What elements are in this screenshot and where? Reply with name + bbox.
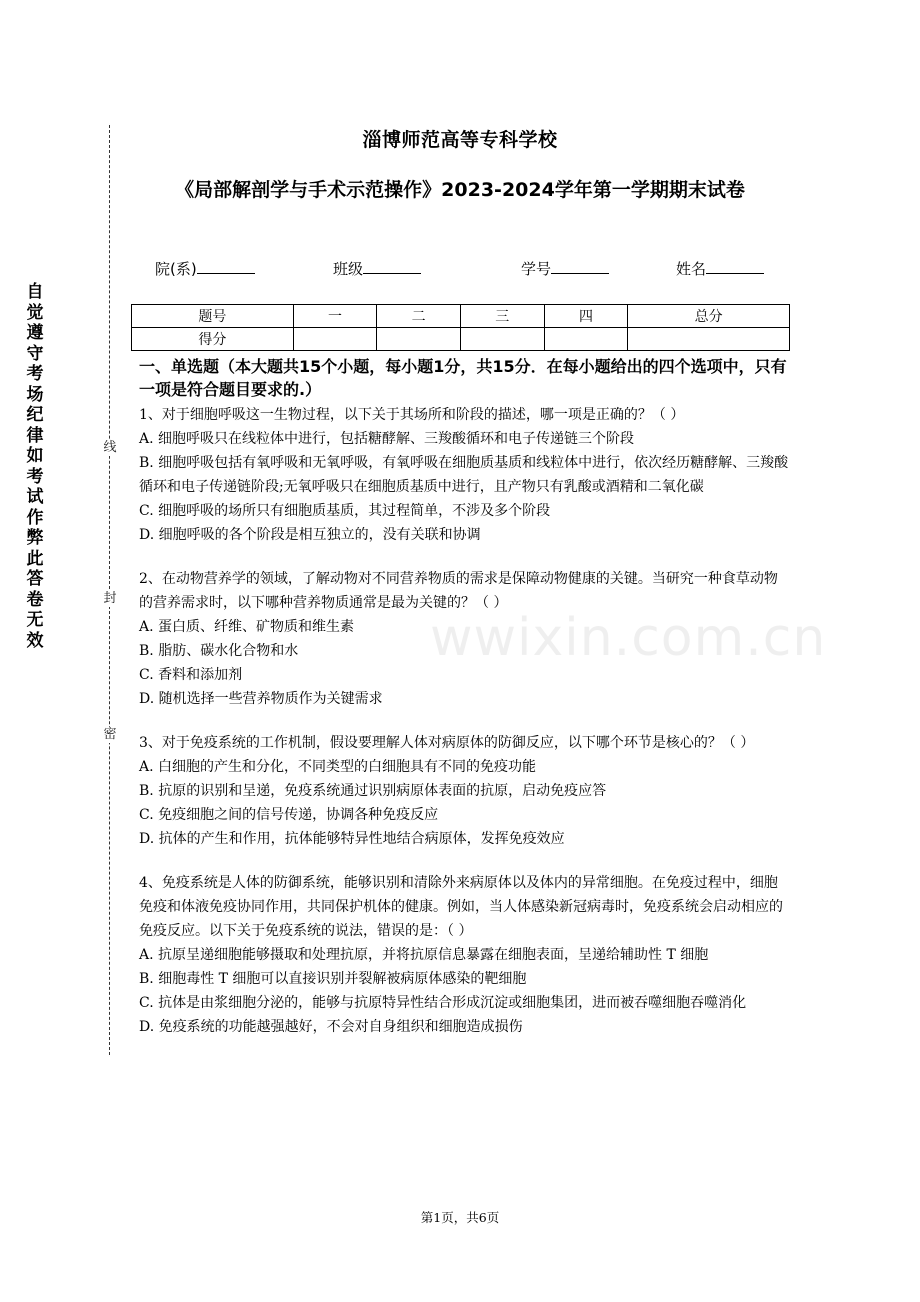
score-header-cell: 一: [293, 305, 377, 328]
score-header-cell: 四: [544, 305, 628, 328]
department-field[interactable]: [155, 258, 255, 279]
watermark: wwixin.com.cn: [430, 608, 827, 668]
school-name: 淄博师范高等专科学校: [362, 129, 558, 151]
department-label: 院(系): [155, 260, 197, 278]
question-stem: 4、免疫系统是人体的防御系统，能够识别和清除外来病原体以及体内的异常细胞。在免疫过程中，细胞免疫和体液免疫协同作用，共同保护机体的健康。例如，当人体感染新冠病毒时，免疫系统会启动相应的免疫反应。以下关于免疫系统的说法，错误的是：（ ）: [139, 875, 783, 939]
class-field[interactable]: [333, 258, 421, 279]
student-id-blank[interactable]: [551, 259, 609, 274]
option-b[interactable]: B. 细胞呼吸包括有氧呼吸和无氧呼吸，有氧呼吸在细胞质基质和线粒体中进行，依次经历糖酵解、三羧酸循环和电子传递链阶段;无氧呼吸只在细胞质基质中进行，且产物只有乳酸或酒精和二氧化碳: [139, 455, 789, 495]
name-blank[interactable]: [706, 259, 764, 274]
question-stem: 3、对于免疫系统的工作机制，假设要理解人体对病原体的防御反应，以下哪个环节是核心的？（ ）: [139, 735, 755, 751]
score-header-cell: 三: [460, 305, 544, 328]
score-header-cell: 二: [377, 305, 461, 328]
option-b[interactable]: B. 细胞毒性 T 细胞可以直接识别并裂解被病原体感染的靶细胞: [139, 971, 527, 987]
score-cell[interactable]: [293, 328, 377, 351]
name-field[interactable]: [676, 258, 764, 279]
score-table-score-row: [132, 328, 790, 351]
option-c[interactable]: C. 免疫细胞之间的信号传递，协调各种免疫反应: [139, 807, 439, 823]
student-id-label: 学号: [521, 260, 552, 278]
option-d[interactable]: D. 细胞呼吸的各个阶段是相互独立的，没有关联和协调: [139, 527, 481, 543]
cut-mark-line: 线: [103, 440, 117, 455]
cut-mark-secret: 密: [103, 727, 117, 742]
score-table-header-row: [132, 305, 790, 328]
side-warning: 自觉遵守考场纪律如考试作弊此答卷无效: [26, 282, 44, 651]
question-4: [139, 871, 791, 1039]
score-row-label: 得分: [132, 328, 294, 351]
question-1: [139, 403, 791, 547]
class-blank[interactable]: [363, 259, 421, 274]
page-footer: 第1页，共6页: [420, 1210, 500, 1225]
name-label: 姓名: [676, 260, 707, 278]
question-stem: 1、对于细胞呼吸这一生物过程，以下关于其场所和阶段的描述，哪一项是正确的？（ ）: [139, 407, 685, 423]
question-stem: 2、在动物营养学的领域，了解动物对不同营养物质的需求是保障动物健康的关键。当研究一种食草动物的营养需求时，以下哪种营养物质通常是最为关键的？（ ）: [139, 571, 778, 611]
option-c[interactable]: C. 细胞呼吸的场所只有细胞质基质，其过程简单，不涉及多个阶段: [139, 503, 551, 519]
cut-line: [109, 125, 110, 1055]
score-cell[interactable]: [460, 328, 544, 351]
question-3: [139, 731, 791, 851]
question-2: [139, 567, 791, 711]
score-table: [131, 304, 790, 351]
score-cell[interactable]: [544, 328, 628, 351]
score-header-cell: 总分: [628, 305, 790, 328]
option-d[interactable]: D. 免疫系统的功能越强越好，不会对自身组织和细胞造成损伤: [139, 1019, 523, 1035]
option-c[interactable]: C. 香料和添加剂: [139, 667, 243, 683]
exam-title: 《局部解剖学与手术示范操作》2023-2024学年第一学期期末试卷: [175, 179, 745, 201]
option-a[interactable]: A. 白细胞的产生和分化，不同类型的白细胞具有不同的免疫功能: [139, 759, 537, 775]
option-a[interactable]: A. 抗原呈递细胞能够摄取和处理抗原，并将抗原信息暴露在细胞表面，呈递给辅助性 T 细胞: [139, 947, 709, 963]
option-b[interactable]: B. 抗原的识别和呈递，免疫系统通过识别病原体表面的抗原，启动免疫应答: [139, 783, 607, 799]
score-cell[interactable]: [377, 328, 461, 351]
class-label: 班级: [333, 260, 364, 278]
option-b[interactable]: B. 脂肪、碳水化合物和水: [139, 643, 299, 659]
option-a[interactable]: A. 蛋白质、纤维、矿物质和维生素: [139, 619, 355, 635]
section-heading: 一、单选题（本大题共15个小题，每小题1分，共15分．在每小题给出的四个选项中，只有一项是符合题目要求的.）: [139, 357, 787, 399]
option-d[interactable]: D. 抗体的产生和作用，抗体能够特异性地结合病原体，发挥免疫效应: [139, 831, 565, 847]
score-cell[interactable]: [628, 328, 790, 351]
department-blank[interactable]: [197, 259, 255, 274]
exam-content: [139, 355, 791, 1059]
option-c[interactable]: C. 抗体是由浆细胞分泌的，能够与抗原特异性结合形成沉淀或细胞集团，进而被吞噬细胞吞噬消化: [139, 995, 747, 1011]
cut-mark-seal: 封: [103, 591, 117, 606]
option-a[interactable]: A. 细胞呼吸只在线粒体中进行，包括糖酵解、三羧酸循环和电子传递链三个阶段: [139, 431, 635, 447]
option-d[interactable]: D. 随机选择一些营养物质作为关键需求: [139, 691, 383, 707]
score-header-cell: 题号: [132, 305, 294, 328]
student-id-field[interactable]: [521, 258, 609, 279]
